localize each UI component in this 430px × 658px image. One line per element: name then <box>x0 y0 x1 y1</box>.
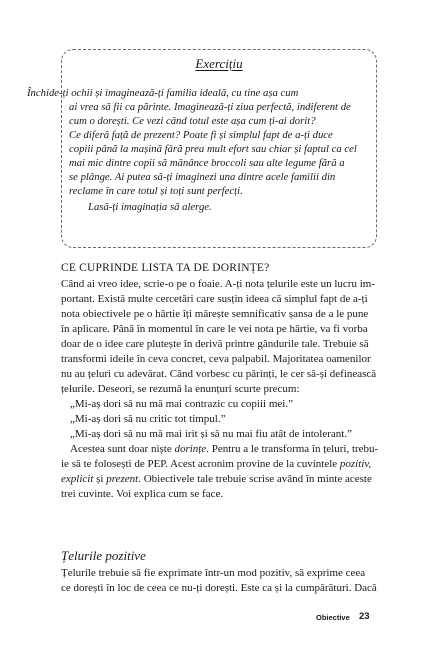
body-line: ce dorești în loc de ceea ce nu-ți dorești. Este ca și la cumpărături. Dacă <box>61 582 377 594</box>
subsection-heading: Țelurile pozitive <box>61 548 146 563</box>
exercise-line: copiii până la mașină fără prea mult efort sau chiar și faptul ca cel <box>69 143 357 155</box>
body-line: în aplicare. Până în momentul în care le vei nota pe hârtie, va fi vorba <box>61 323 368 335</box>
text-run: . Obiectivele tale trebuie scrise având în minte aceste <box>138 473 372 485</box>
body-line: portant. Există multe cercetări care susțin ideea că simplul fapt de a-ți <box>61 293 368 305</box>
exercise-line: se plânge. Ai putea să-ți imaginezi una dintre acele familii din <box>69 171 336 183</box>
body-line: trei cuvinte. Voi explica cum se face. <box>61 488 224 500</box>
emphasis: pozitiv, <box>339 458 372 470</box>
quote-line: „Mi-aș dori să nu critic tot timpul.” <box>70 413 226 425</box>
page-number: 23 <box>359 611 370 622</box>
footer-label: Obiective <box>316 613 350 622</box>
exercise-line: Închide-ți ochii și imaginează-ți familia ideală, cu tine așa cum <box>27 87 299 99</box>
exercise-line: ai vrea să fii ca părinte. Imaginează-ți ziua perfectă, indiferent de <box>69 101 351 113</box>
emphasis: prezent <box>106 473 139 485</box>
text-run: ie să te folosești de PEP. Acest acronim provine de la cuvintele <box>61 458 340 470</box>
body-line <box>70 442 386 456</box>
body-line: doar de o idee care plutește în derivă printre gândurile tale. Trebuie să <box>61 338 369 350</box>
body-line: Țelurile trebuie să fie exprimate într-un mod pozitiv, să exprime ceea <box>61 567 366 579</box>
body-line: țelurile. Deseori, se rezumă la enunțuri scurte precum: <box>61 383 300 395</box>
body-line: transformi ideile în ceva concret, ceva palpabil. Majoritatea oamenilor <box>61 353 371 365</box>
exercise-line: cum o dorești. Ce vezi când totul este așa cum ți-ai dorit? <box>69 115 316 127</box>
body-line: nu au țeluri cu adevărat. Când vorbesc cu părinți, le cer să-și definească <box>61 368 377 380</box>
quote-line: „Mi-aș dori să nu mă mai contrazic cu copiii mei.” <box>70 398 293 410</box>
quote-line: „Mi-aș dori să nu mă mai irit și să nu mai fiu atât de intolerant.” <box>70 428 352 440</box>
body-line: nota obiectivele pe o hârtie îți mărește semnificativ șansa de a le pune <box>61 308 369 320</box>
body-line: Când ai vreo idee, scrie-o pe o foaie. A-ți nota țelurile este un lucru im- <box>61 278 375 290</box>
exercise-line: reclame în care totul și toți sunt perfecți. <box>69 185 243 197</box>
exercise-line: Ce diferă față de prezent? Poate fi și simplul fapt de a-ți duce <box>69 129 333 141</box>
text-run: . Pentru a le transforma în țeluri, trebu- <box>206 443 379 455</box>
exercise-line: mai mic dintre copii să mănânce broccoli sau alte legume fără a <box>69 157 345 169</box>
exercise-line: Lasă-ți imaginația să alerge. <box>88 201 212 213</box>
emphasis: explicit <box>61 473 94 485</box>
text-run: Acestea sunt doar niște <box>70 443 175 455</box>
body-line <box>61 472 377 486</box>
section-heading: CE CUPRINDE LISTA TA DE DORINȚE? <box>61 262 270 274</box>
body-line <box>61 457 377 471</box>
text-run: și <box>93 473 107 485</box>
exercise-title: Exercițiu <box>195 56 243 71</box>
emphasis: dorințe <box>174 443 207 455</box>
